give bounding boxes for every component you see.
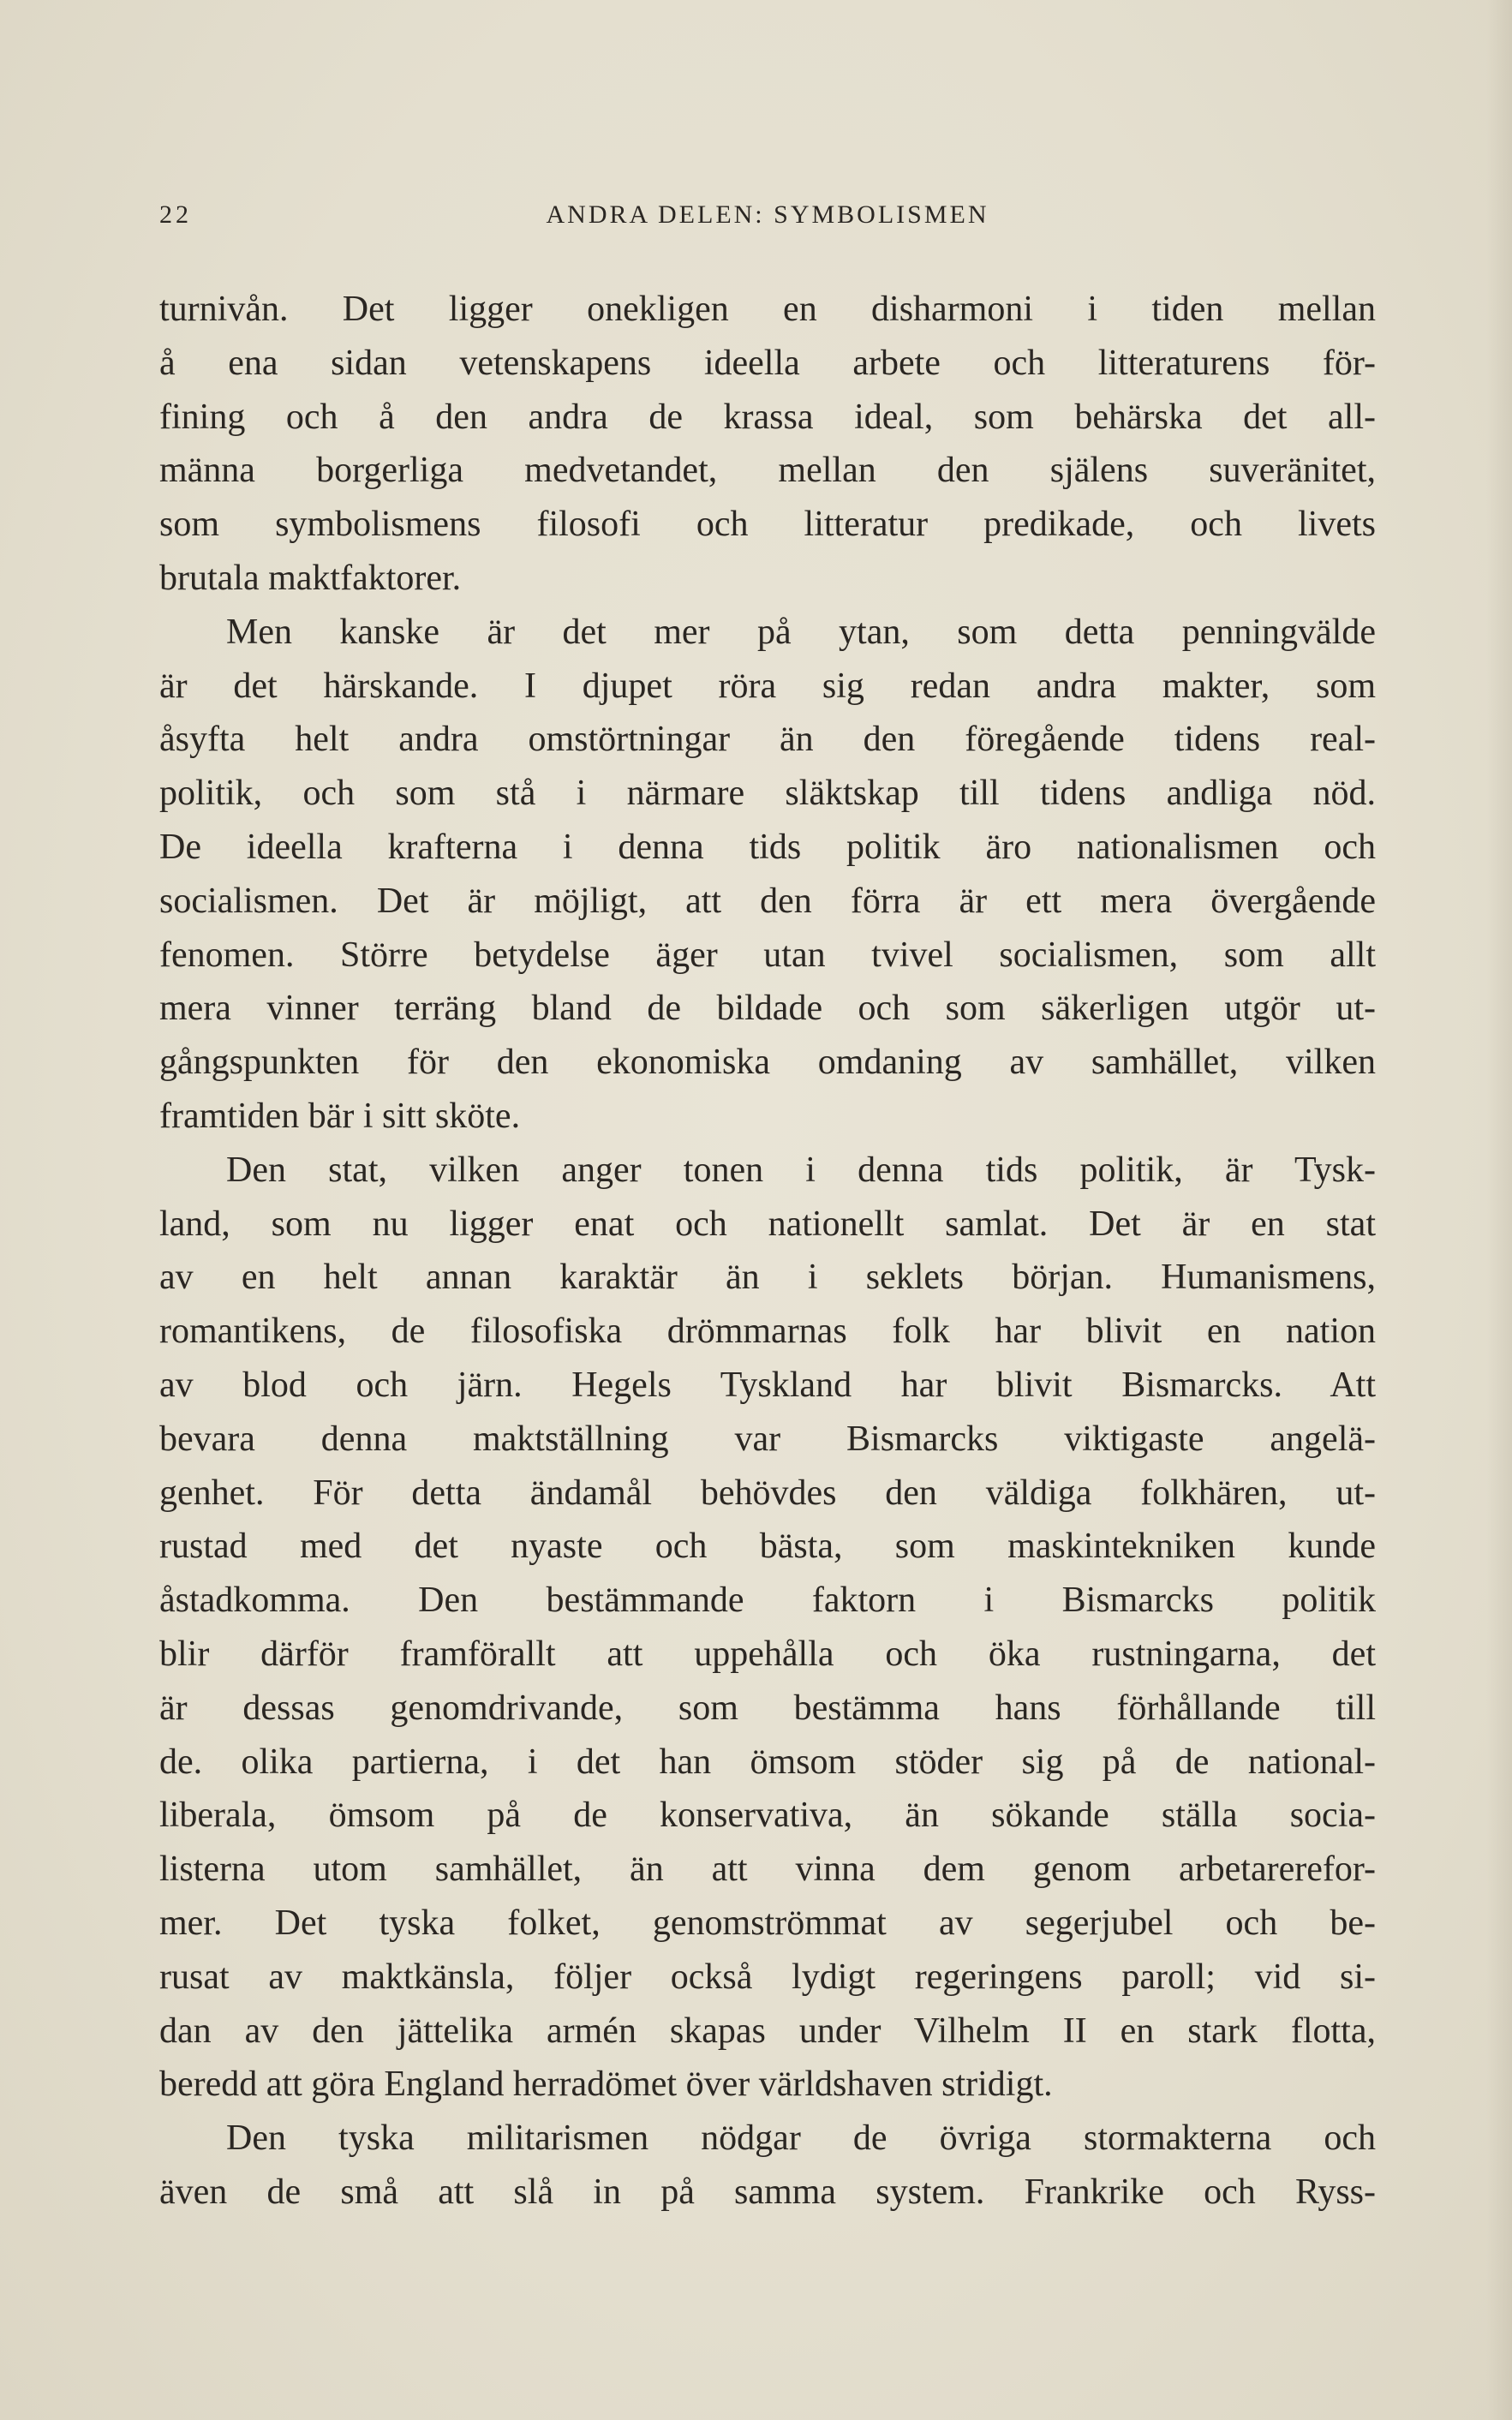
text-line: listerna utom samhället, än att vinna dem genom arbetarerefor-: [159, 1849, 1376, 1890]
text-line: Den tyska militarismen nödgar de övriga stormakterna och: [226, 2118, 1376, 2159]
text-line: framtiden bär i sitt sköte.: [159, 1096, 521, 1136]
text-line: socialismen. Det är möjligt, att den förra är ett mera övergående: [159, 881, 1376, 921]
text-line: brutala maktfaktorer.: [159, 558, 462, 598]
text-line: männa borgerliga medvetandet, mellan den själens suveränitet,: [159, 451, 1376, 491]
text-line: dan av den jättelika armén skapas under Vilhelm II en stark flotta,: [159, 2011, 1376, 2051]
text-line: av en helt annan karaktär än i seklets början. Humanismens,: [159, 1258, 1376, 1298]
text-line: är dessas genomdrivande, som bestämma hans förhållande till: [159, 1688, 1376, 1728]
text-line: de. olika partierna, i det han ömsom stöder sig på de national-: [159, 1742, 1376, 1782]
text-line: De ideella krafterna i denna tids politik äro nationalismen och: [159, 827, 1376, 867]
text-line: rustad med det nyaste och bästa, som maskintekniken kunde: [159, 1527, 1376, 1567]
page-header: [159, 200, 1376, 243]
text-line: blir därför framförallt att uppehålla och öka rustningarna, det: [159, 1634, 1376, 1674]
text-line: mera vinner terräng bland de bildade och som säkerligen utgör ut-: [159, 989, 1376, 1029]
text-line: Men kanske är det mer på ytan, som detta penningvälde: [226, 612, 1376, 652]
text-line: turnivån. Det ligger onekligen en disharmoni i tiden mellan: [159, 290, 1376, 329]
text-line: rusat av maktkänsla, följer också lydigt regeringens paroll; vid si-: [159, 1957, 1376, 1997]
body-text: [159, 283, 1376, 2220]
text-line: liberala, ömsom på de konservativa, än sökande ställa socia-: [159, 1796, 1376, 1836]
running-head: ANDRA DELEN: SYMBOLISMEN: [546, 200, 989, 229]
text-line: beredd att göra England herradömet över världshaven stridigt.: [159, 2064, 1053, 2105]
text-line: romantikens, de filosofiska drömmarnas folk har blivit en nation: [159, 1312, 1376, 1352]
text-line: som symbolismens filosofi och litteratur predikade, och livets: [159, 505, 1376, 545]
text-line: är det härskande. I djupet röra sig redan andra makter, som: [159, 666, 1376, 706]
text-line: av blod och järn. Hegels Tyskland har blivit Bismarcks. Att: [159, 1365, 1376, 1405]
text-line: gångspunkten för den ekonomiska omdaning av samhället, vilken: [159, 1043, 1376, 1083]
page-number: 22: [159, 200, 192, 229]
text-line: fining och å den andra de krassa ideal, som behärska det all-: [159, 397, 1376, 437]
text-line: även de små att slå in på samma system. Frankrike och Ryss-: [159, 2172, 1376, 2212]
text-line: genhet. För detta ändamål behövdes den väldiga folkhären, ut-: [159, 1473, 1376, 1513]
page-edge-shadow: [1486, 0, 1512, 2420]
text-line: bevara denna maktställning var Bismarcks viktigaste angelä-: [159, 1419, 1376, 1459]
text-line: åstadkomma. Den bestämmande faktorn i Bismarcks politik: [159, 1580, 1376, 1621]
text-line: å ena sidan vetenskapens ideella arbete och litteraturens för-: [159, 343, 1376, 383]
text-line: politik, och som stå i närmare släktskap till tidens andliga nöd.: [159, 774, 1376, 814]
text-line: åsyfta helt andra omstörtningar än den föregående tidens real-: [159, 720, 1376, 760]
text-line: land, som nu ligger enat och nationellt samlat. Det är en stat: [159, 1204, 1376, 1244]
text-line: fenomen. Större betydelse äger utan tvivel socialismen, som allt: [159, 935, 1376, 975]
text-line: mer. Det tyska folket, genomströmmat av segerjubel och be-: [159, 1903, 1376, 1943]
text-line: Den stat, vilken anger tonen i denna tids politik, är Tysk-: [226, 1150, 1376, 1190]
